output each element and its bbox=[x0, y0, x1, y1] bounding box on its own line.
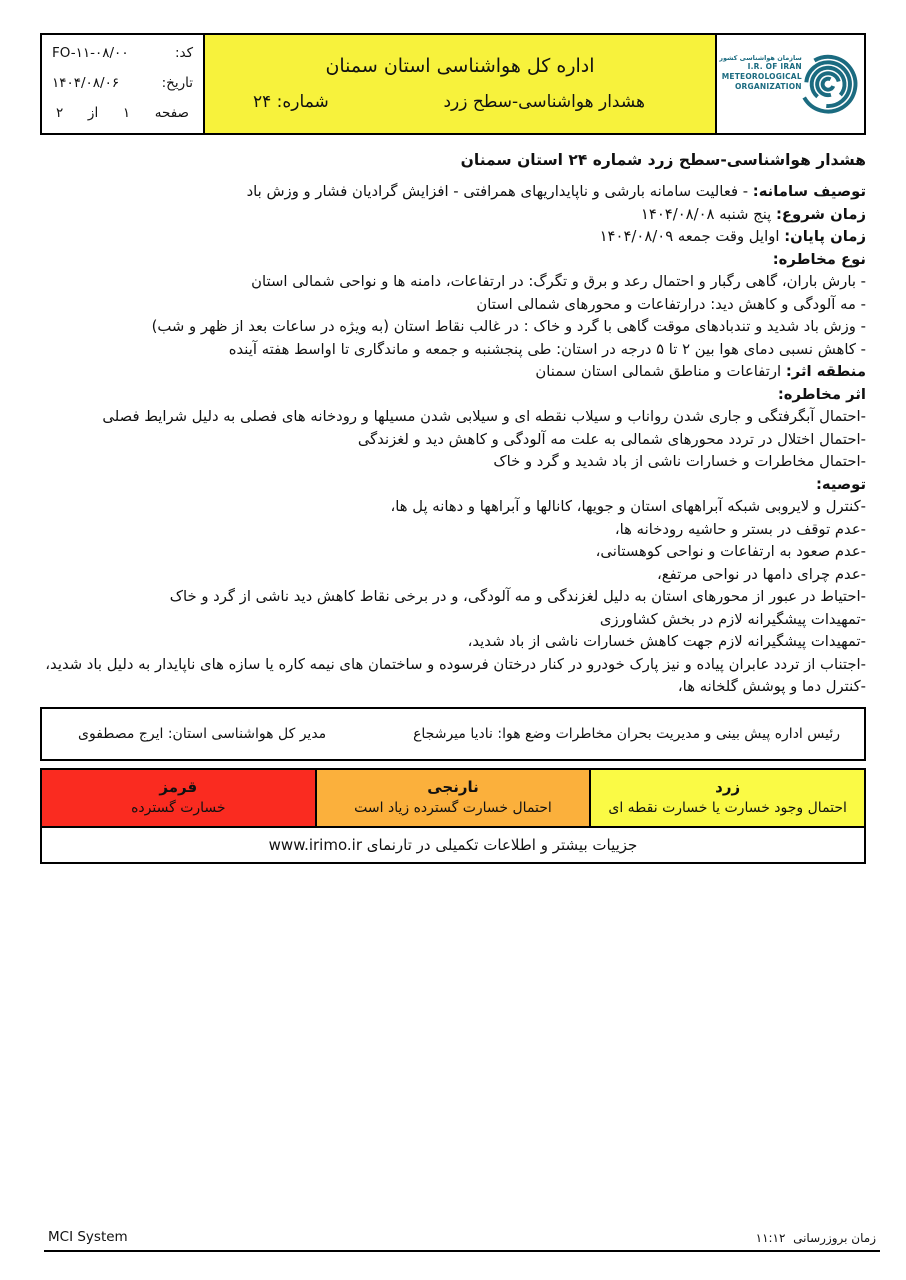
body-line: -تمهیدات پیشگیرانه لازم جهت کاهش خسارات ناشی از باد شدید، bbox=[467, 633, 866, 650]
body-line: توصیف سامانه: - فعالیت سامانه بارشی و ناپایداریهای همرافتی - افزایش گرادیان فشار و وزش باد bbox=[246, 183, 866, 200]
footer-system-name: MCI System bbox=[48, 1229, 128, 1245]
body-line: منطقه اثر: ارتفاعات و مناطق شمالی استان سمنان bbox=[535, 363, 866, 380]
organization-title: اداره کل هواشناسی استان سمنان bbox=[325, 54, 595, 77]
severity-orange-name: نارنجی bbox=[427, 777, 479, 796]
body-line: - وزش باد شدید و تندبادهای موقت گاهی با گرد و خاک : در غالب نقاط استان (به ویژه در ساعات بعد از ظهر و شب) bbox=[151, 318, 866, 335]
severity-red-desc: خسارت گسترده bbox=[131, 799, 226, 816]
severity-orange-cell bbox=[315, 768, 592, 828]
severity-orange-desc: احتمال خسارت گسترده زیاد است bbox=[354, 799, 552, 816]
irimo-logo bbox=[719, 47, 862, 121]
page-number: ۱ bbox=[122, 105, 131, 121]
severity-yellow-cell bbox=[589, 768, 866, 828]
body-line: -احتمال مخاطرات و خسارات ناشی از باد شدید و گرد و خاک bbox=[493, 453, 866, 470]
website-info-bar: جزییات بیشتر و اطلاعات تکمیلی در تارنمای www.irimo.ir bbox=[40, 826, 866, 864]
body-line: - کاهش نسبی دمای هوا بین ۲ تا ۵ درجه در استان: طی پنجشنبه و جمعه و ماندگاری تا اواسط هفته آینده bbox=[228, 340, 866, 358]
severity-red-cell bbox=[40, 768, 317, 828]
logo-text-en1: I.R. OF IRAN bbox=[747, 62, 802, 72]
warning-subtitle-row bbox=[205, 92, 715, 112]
logo-text-en2: METEOROLOGICAL bbox=[721, 71, 802, 81]
body-line: نوع مخاطره: bbox=[772, 250, 866, 268]
footer-update-time: زمان بروزرسانی ۱۱:۱۲ bbox=[755, 1231, 876, 1245]
page-total: ۲ bbox=[56, 105, 64, 121]
logo-text-en3: ORGANIZATION bbox=[734, 81, 802, 91]
body-line: زمان پایان: اوایل وقت جمعه ۱۴۰۴/۰۸/۰۹ bbox=[599, 228, 866, 245]
body-line: -کنترل و لایروبی شبکه آبراههای استان و جویها، کانالها و آبراهها و دهانه پل ها، bbox=[390, 498, 866, 515]
body-line: زمان شروع: پنج شنبه ۱۴۰۴/۰۸/۰۸ bbox=[640, 205, 866, 223]
body-line: - بارش باران، گاهی رگبار و احتمال رعد و برق و تگرگ: در ارتفاعات، دامنه ها و نواحی شمالی استان bbox=[251, 273, 866, 290]
signature-forecast-chief: رئیس اداره پیش بینی و مدیریت بحران مخاطرات وضع هوا: نادیا میرشجاع bbox=[413, 725, 840, 742]
meta-code-row bbox=[52, 45, 193, 61]
warning-body bbox=[40, 149, 866, 699]
body-line: -احتیاط در عبور از محورهای استان به دلیل لغزندگی و مه آلودگی، و در برخی نقاط کاهش دید ناشی از گرد و خاک bbox=[169, 588, 866, 605]
document-meta-box bbox=[40, 33, 205, 135]
code-label: کد: bbox=[174, 45, 193, 61]
body-line: -احتمال اختلال در تردد محورهای شمالی به علت مه آلودگی و کاهش دید و لغزندگی bbox=[357, 430, 866, 448]
warning-title: هشدار هواشناسی-سطح زرد شماره ۲۴ استان سمنان bbox=[460, 151, 866, 169]
header bbox=[40, 33, 866, 135]
meta-page-row bbox=[52, 105, 193, 121]
severity-yellow-desc: احتمال وجود خسارت یا خسارت نقطه ای bbox=[608, 799, 847, 816]
logo-text-fa: سازمان هواشناسی کشور bbox=[719, 54, 802, 62]
severity-legend bbox=[40, 768, 866, 828]
signature-director-general: مدیر کل هواشناسی استان: ایرج مصطفوی bbox=[78, 725, 327, 742]
severity-red-name: قرمز bbox=[159, 777, 198, 796]
warning-type: هشدار هواشناسی-سطح زرد bbox=[443, 91, 645, 112]
warning-number: شماره: ۲۴ bbox=[253, 91, 329, 112]
page-of-label: از bbox=[87, 105, 99, 121]
severity-yellow-name: زرد bbox=[715, 777, 741, 796]
code-value: FO-۱۱-۰۸/۰۰ bbox=[52, 45, 129, 61]
header-title-box bbox=[203, 33, 717, 135]
body-line: -عدم چرای دامها در نواحی مرتفع، bbox=[656, 565, 866, 583]
body-line: توصیه: bbox=[815, 475, 866, 493]
page-label: صفحه bbox=[154, 105, 189, 121]
body-line: -تمهیدات پیشگیرانه لازم در بخش کشاورزی bbox=[599, 610, 866, 628]
body-line: -عدم صعود به ارتفاعات و نواحی کوهستانی، bbox=[595, 543, 866, 560]
logo-text bbox=[719, 47, 802, 91]
logo-box bbox=[715, 33, 866, 135]
body-line: -اجتناب از تردد عابران پیاده و نیز پارک خودرو در کنار درختان فرسوده و ساختمان های نیمه کاره یا سازه های ناپایدار به دلیل باد شدید، bbox=[45, 655, 866, 673]
body-line: اثر مخاطره: bbox=[777, 385, 866, 403]
footer bbox=[44, 1229, 880, 1252]
meta-date-row bbox=[52, 75, 193, 91]
date-label: تاریخ: bbox=[161, 75, 193, 91]
signature-box bbox=[40, 707, 866, 761]
spiral-logo-icon bbox=[792, 47, 862, 121]
body-line: -عدم توقف در بستر و حاشیه رودخانه ها، bbox=[614, 520, 866, 538]
body-line: -احتمال آبگرفتگی و جاری شدن رواناب و سیلاب نقطه ای و سیلابی شدن مسیلها و رودخانه های فصلی به دلیل شرایط فصلی bbox=[102, 408, 866, 425]
body-line: - مه آلودگی و کاهش دید: درارتفاعات و محورهای شمالی استان bbox=[476, 295, 866, 313]
body-line: -کنترل دما و پوشش گلخانه ها، bbox=[677, 678, 866, 695]
date-value: ۱۴۰۴/۰۸/۰۶ bbox=[52, 75, 120, 91]
